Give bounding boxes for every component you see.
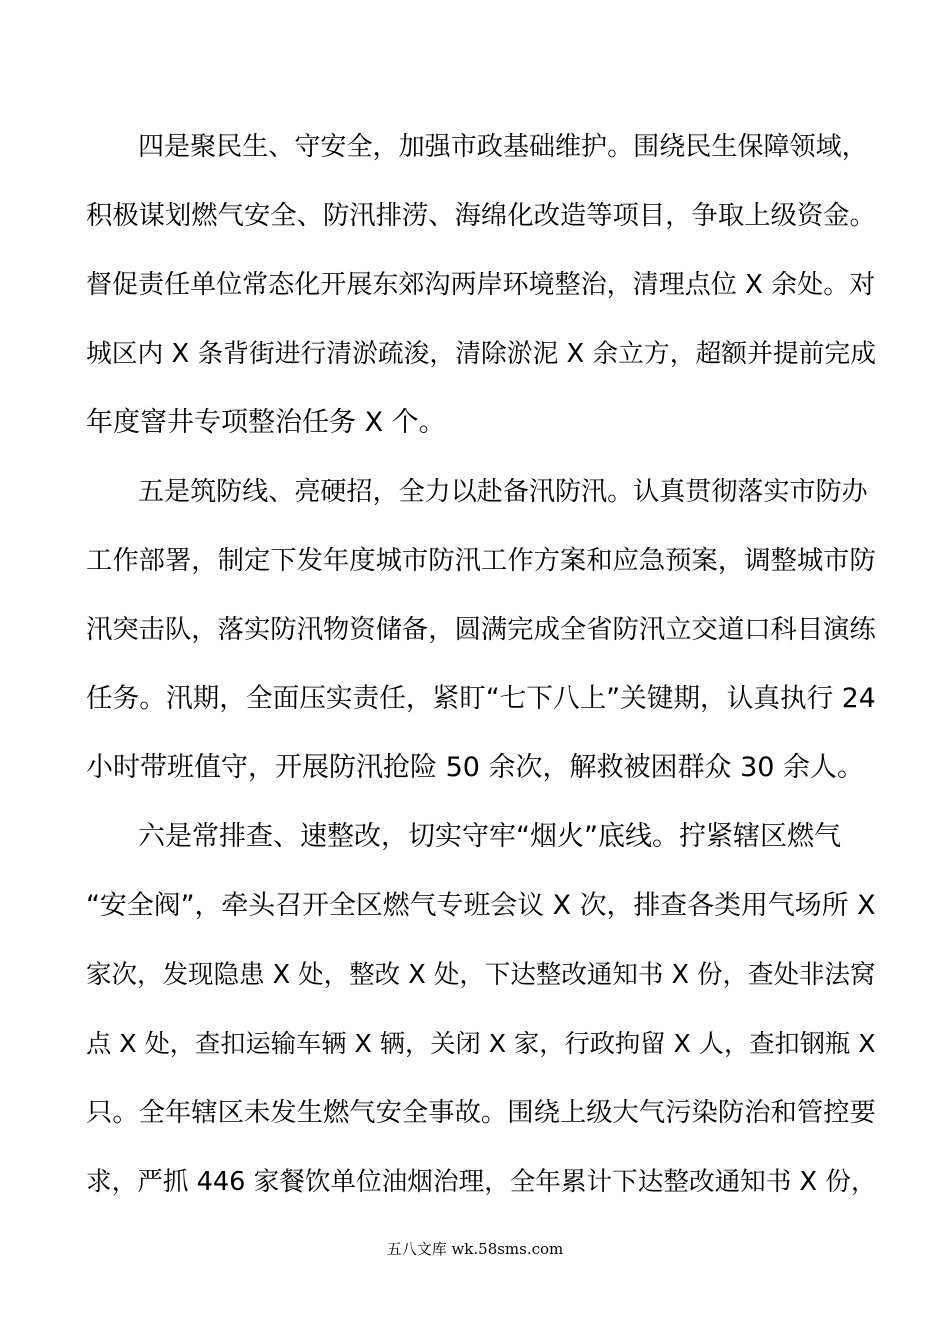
paragraph-4-line-4: 城区内 X 条背街进行清淤疏浚，清除淤泥 X 余立方，超额并提前完成: [86, 339, 876, 369]
paragraph-5-line-2: 工作部署，制定下发年度城市防汛工作方案和应急预案，调整城市防: [86, 546, 876, 576]
footer-watermark-text: 五八文库 wk.58sms.com: [386, 1240, 564, 1258]
paragraph-6-line-5: 只。全年辖区未发生燃气安全事故。围绕上级大气污染防治和管控要: [86, 1098, 876, 1128]
paragraph-6-line-1: 六是常排查、速整改，切实守牢“烟火”底线。拧紧辖区燃气: [138, 821, 841, 852]
paragraph-4-line-3: 督促责任单位常态化开展东郊沟两岸环境整治，清理点位 X 余处。对: [86, 270, 876, 300]
paragraph-4-line-1: 四是聚民生、守安全，加强市政基础维护。围绕民生保障领域，: [138, 132, 868, 162]
paragraph-5-line-5: 小时带班值守，开展防汛抢险 50 余次，解救被困群众 30 余人。: [86, 752, 865, 783]
paragraph-5-line-3: 汛突击队，落实防汛物资储备，圆满完成全省防汛立交道口科目演练: [86, 615, 876, 645]
paragraph-6-line-3: 家次，发现隐患 X 处，整改 X 处，下达整改通知书 X 份，查处非法窝: [86, 960, 876, 990]
paragraph-5-line-4: 任务。汛期，全面压实责任，紧盯“七下八上”关键期，认真执行 24: [86, 683, 876, 714]
paragraph-4-line-2: 积极谋划燃气安全、防汛排涝、海绵化改造等项目，争取上级资金。: [86, 201, 876, 231]
paragraph-5-line-1: 五是筑防线、亮硬招，全力以赴备汛防汛。认真贯彻落实市防办: [138, 477, 868, 507]
paragraph-6-line-4: 点 X 处，查扣运输车辆 X 辆，关闭 X 家，行政拘留 X 人，查扣钢瓶 X: [86, 1029, 876, 1058]
paragraph-6-line-2: “安全阀”，牵头召开全区燃气专班会议 X 次，排查各类用气场所 X: [86, 890, 876, 921]
paragraph-6-line-6: 求，严抓 446 家餐饮单位油烟治理，全年累计下达整改通知书 X 份，: [86, 1167, 877, 1197]
paragraph-4-line-5: 年度窨井专项整治任务 X 个。: [86, 407, 446, 438]
